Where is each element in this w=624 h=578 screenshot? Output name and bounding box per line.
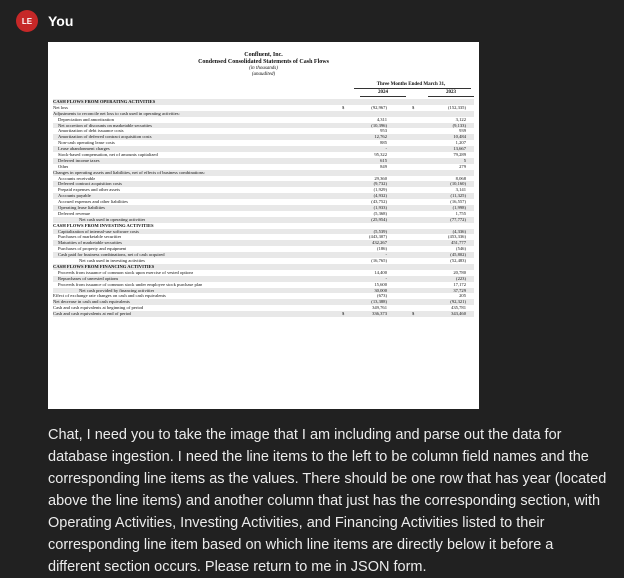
line-item-label: Depreciation and amortization [58, 116, 114, 122]
line-item-label: Non-cash operating lease costs [58, 140, 115, 146]
value-2024: (9,732) [373, 181, 387, 187]
value-2024: 14,400 [374, 269, 387, 275]
line-item-label: Accounts receivable [58, 175, 96, 181]
value-2024: 336,373 [372, 311, 387, 317]
year-2023-header: 2023 [446, 90, 456, 95]
value-2023: 451,777 [451, 240, 466, 246]
author-name: You [48, 13, 74, 29]
value-2024: (5,539) [373, 228, 387, 234]
line-item-label: Effect of exchange rate changes on cash and cash equivalents [53, 293, 166, 299]
value-2024: 885 [380, 140, 387, 146]
line-item-label: Repurchases of unvested options [58, 275, 119, 281]
value-2023: 435,781 [451, 305, 466, 311]
line-item-label: Amortization of deferred contract acquisition costs [58, 134, 152, 140]
line-item-label: Accounts payable [58, 193, 91, 199]
currency-symbol-2023: $ [412, 104, 415, 110]
value-2023: (546) [456, 246, 466, 252]
line-item-label: Stock-based compensation, net of amounts capitalized [58, 152, 158, 158]
value-2024: (673) [377, 293, 387, 299]
value-2023: 20,780 [453, 269, 466, 275]
value-2024: (4,932) [373, 193, 387, 199]
value-2024: 95,322 [374, 152, 387, 158]
statement-title: Condensed Consolidated Statements of Cash Flows [198, 59, 329, 65]
value-2024: 615 [380, 157, 387, 163]
value-2024: 4,311 [376, 116, 387, 122]
value-2023: (16,557) [450, 199, 466, 205]
line-item-label: Net accretion of discounts on marketable securities [58, 122, 152, 128]
value-2024: 349,761 [372, 305, 387, 311]
line-item-label: Adjustments to reconcile net loss to cash used in operating activities: [53, 110, 180, 116]
line-item-label: Purchases of marketable securities [58, 234, 122, 240]
value-2024: 12,762 [374, 134, 387, 140]
year-2023-underline [428, 96, 474, 97]
line-item-label: Deferred revenue [58, 210, 91, 216]
value-2023: 13,667 [453, 146, 466, 152]
value-2023: (92,321) [450, 299, 466, 305]
line-item-label: Net cash provided by financing activities [79, 287, 155, 293]
line-item-label: Proceeds from issuance of common stock under employee stock purchase plan [58, 281, 203, 287]
line-item-label: CASH FLOWS FROM OPERATING ACTIVITIES [53, 99, 156, 104]
value-2023: 37,729 [453, 287, 466, 293]
units-note: (in thousands) [249, 66, 278, 71]
value-2023: 3,122 [455, 116, 466, 122]
value-2023: 1,207 [455, 140, 466, 146]
currency-symbol-2024: $ [342, 311, 345, 317]
currency-symbol-2024: $ [342, 104, 345, 110]
value-2024: (443,307) [369, 234, 387, 240]
value-2024: (10,396) [371, 122, 387, 128]
value-2023: 3,141 [455, 187, 466, 193]
value-2023: (11,325) [450, 193, 466, 199]
value-2023: (9,133) [452, 122, 466, 128]
year-2024-header: 2024 [378, 90, 388, 95]
value-2023: (77,772) [450, 216, 466, 222]
line-item-label: Deferred contract acquisition costs [58, 181, 122, 187]
line-item-label: Deferred income taxes [58, 157, 100, 163]
user-avatar[interactable]: LE [16, 10, 38, 32]
company-name: Confluent, Inc. [244, 52, 283, 58]
value-2024: (1,933) [373, 205, 387, 211]
line-item-label: Net loss [53, 104, 68, 110]
value-2023: 1,755 [455, 210, 466, 216]
line-item-label: Maturities of marketable securities [58, 240, 122, 246]
line-item-label: Cash paid for business combinations, net of cash acquired [58, 252, 165, 258]
value-2024: - [385, 146, 387, 152]
value-2023: 343,460 [451, 311, 466, 317]
line-item-label: Cash and cash equivalents at beginning of period [53, 305, 144, 311]
value-2024: 29,360 [374, 175, 387, 181]
value-2024: (16,765) [371, 258, 387, 264]
value-2024: 432,267 [372, 240, 387, 246]
value-2024: (13,388) [371, 299, 387, 305]
period-header: Three Months Ended March 31, [376, 82, 446, 87]
value-2023: 8,068 [455, 175, 466, 181]
year-2024-underline [360, 96, 406, 97]
period-underline [354, 88, 471, 89]
line-item-label: Net cash used in investing activities [79, 258, 145, 264]
line-item-label: Prepaid expenses and other assets [58, 187, 120, 193]
message-header [16, 10, 73, 32]
value-2024: (25,954) [371, 216, 387, 222]
currency-symbol-2023: $ [412, 311, 415, 317]
line-item-label: CASH FLOWS FROM FINANCING ACTIVITIES [53, 263, 155, 269]
line-item-label: Net cash used in operating activities [79, 216, 146, 222]
value-2023: (52,483) [450, 258, 466, 264]
line-item-label: Changes in operating assets and liabilities, net of effects of business combinations: [53, 169, 205, 175]
value-2024: (5,368) [373, 210, 387, 216]
value-2024: 953 [380, 128, 387, 134]
value-2023: 79,289 [453, 152, 466, 158]
value-2024: (92,967) [371, 104, 387, 110]
value-2023: (152,335) [448, 104, 466, 110]
message-text: Chat, I need you to take the image that I am including and parse out the data for database ingestion. I need the line items to the left to be column field names and the corresponding line items as the values. There should be one row that has year (located above the line items) and another column that just has the corresponding section, with Operating Activities, Investing Activities, and Financing Activities listed to their corresponding line item based on which line items are directly below it before a different section occurs. Please return to me in JSON form. [48, 427, 607, 575]
value-2024: (1,929) [373, 187, 387, 193]
value-2023: (45,802) [450, 252, 466, 258]
value-2024: 30,000 [374, 287, 387, 293]
line-item-label: CASH FLOWS FROM INVESTING ACTIVITIES [53, 222, 154, 228]
value-2023: (4,336) [452, 228, 466, 234]
value-2023: 10,484 [453, 134, 466, 140]
line-item-label: Net decrease in cash and cash equivalents [53, 299, 130, 305]
value-2023: (10,160) [450, 181, 466, 187]
value-2023: (223) [456, 275, 466, 281]
line-item-label: Proceeds from issuance of common stock upon exercise of vested options [58, 269, 194, 275]
line-item-label: Operating lease liabilities [58, 205, 105, 211]
value-2024: 15,600 [374, 281, 387, 287]
value-2024: 849 [380, 163, 387, 169]
line-item-label: Accrued expenses and other liabilities [58, 199, 128, 205]
line-item-label: Cash and cash equivalents at end of period [53, 311, 132, 317]
statement-rows [53, 99, 474, 317]
line-item-label: Purchases of property and equipment [58, 246, 127, 252]
line-item-row [53, 311, 474, 317]
value-2024: - [385, 275, 387, 281]
value-2023: 279 [459, 163, 466, 169]
line-item-label: Other [58, 163, 69, 169]
value-2023: 5 [463, 157, 466, 163]
value-2023: 205 [459, 293, 466, 299]
value-2024: (186) [377, 246, 387, 252]
value-2023: (1,998) [452, 205, 466, 211]
line-item-label: Lease abandonment charges [58, 146, 110, 152]
line-item-label: Capitalization of internal-use software costs [58, 228, 139, 234]
value-2024: (43,752) [371, 199, 387, 205]
value-2023: 939 [459, 128, 466, 134]
audit-note: (unaudited) [251, 72, 276, 77]
value-2023: (453,336) [448, 234, 466, 240]
value-2023: 17,172 [453, 281, 466, 287]
attached-image-cash-flow-statement[interactable] [48, 42, 479, 409]
value-2024: - [385, 252, 387, 258]
line-item-label: Amortization of debt issuance costs [58, 128, 124, 134]
